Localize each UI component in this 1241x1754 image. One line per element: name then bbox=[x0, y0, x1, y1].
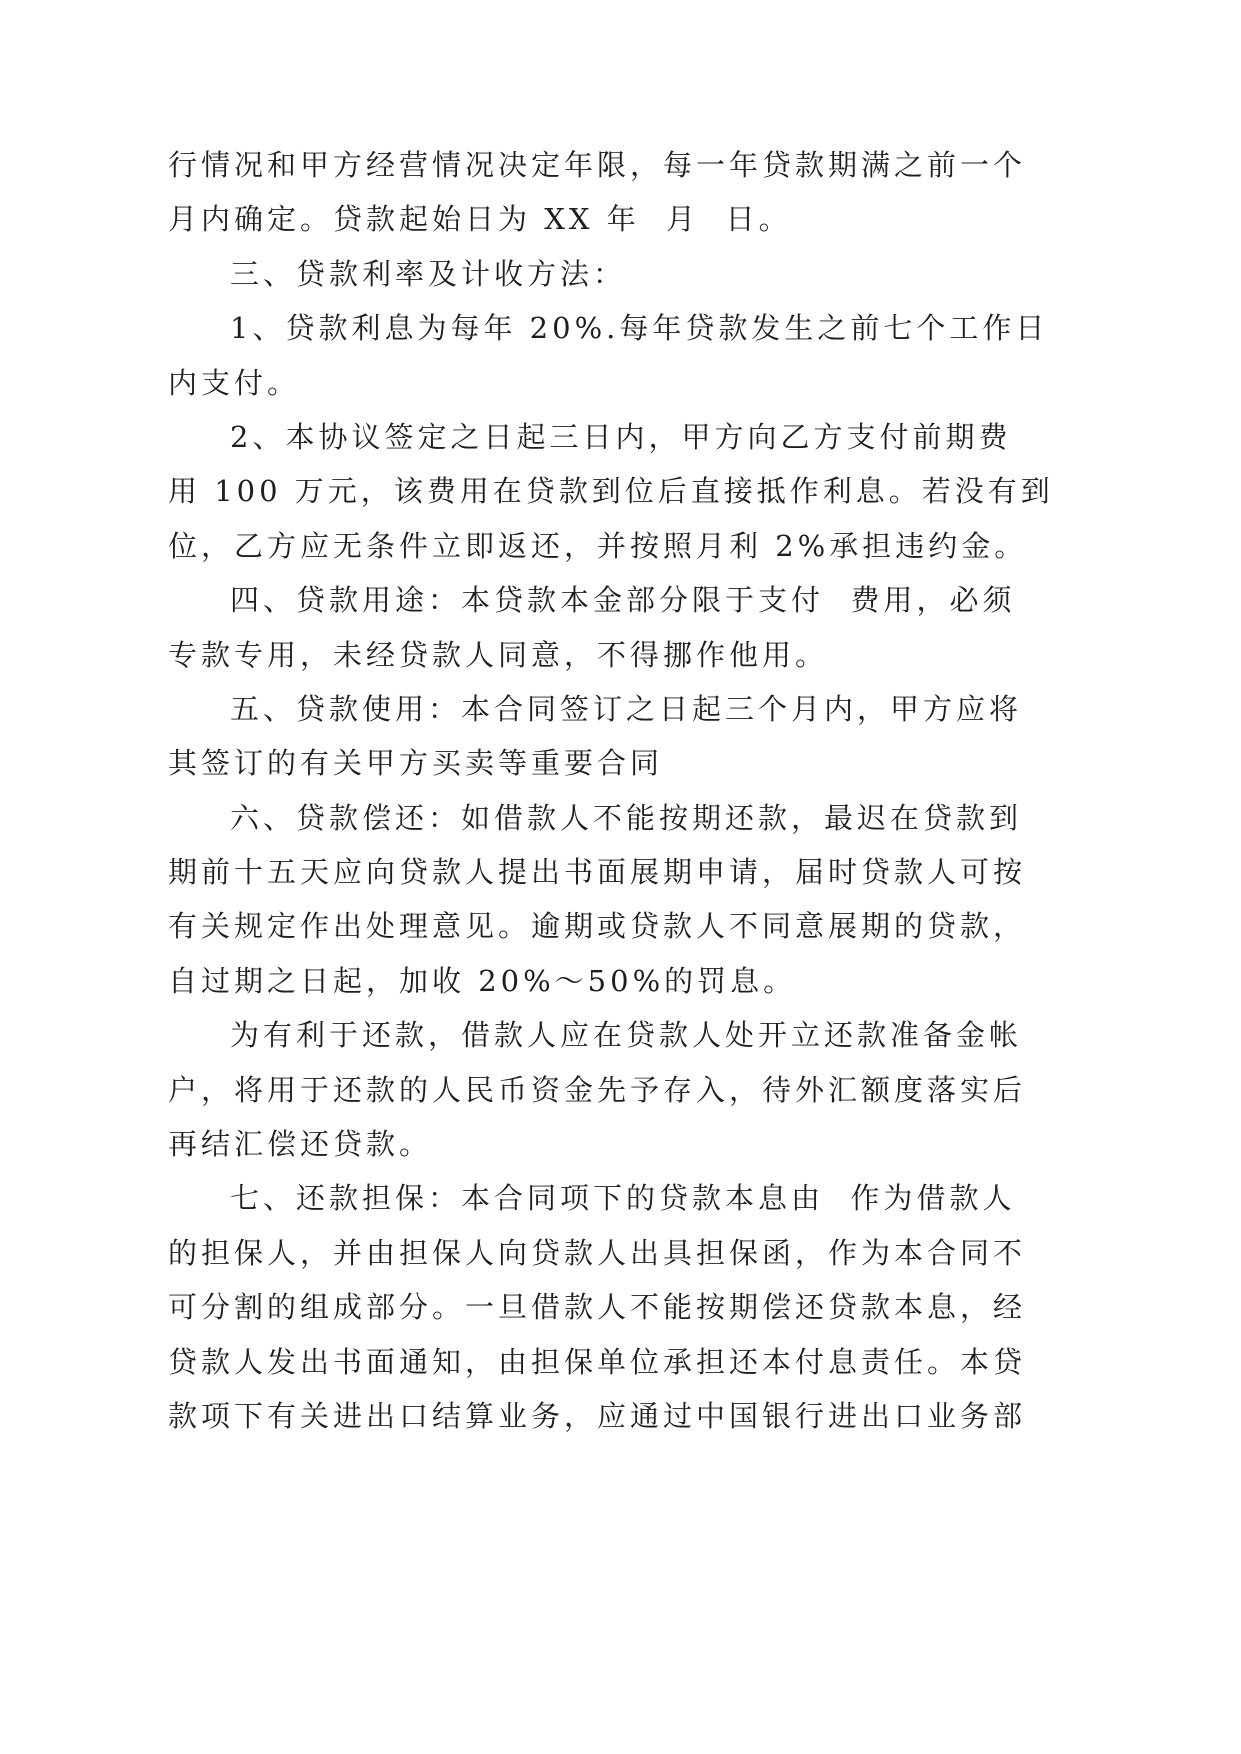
section-heading-6: 六、贷款偿还：如借款人不能按期还款，最迟在贷款到 bbox=[230, 800, 1023, 835]
text-line: 自过期之日起，加收 20%～50%的罚息。 bbox=[168, 963, 797, 998]
text-line: 1、贷款利息为每年 20%.每年贷款发生之前七个工作日 bbox=[230, 311, 1049, 346]
text-line: 内支付。 bbox=[168, 365, 301, 400]
text-line: 期前十五天应向贷款人提出书面展期申请，届时贷款人可按 bbox=[168, 855, 1027, 890]
text-line: 再结汇偿还贷款。 bbox=[168, 1127, 433, 1162]
text-line: 可分割的组成部分。一旦借款人不能按期偿还贷款本息，经 bbox=[168, 1290, 1027, 1325]
text-line: 2、本协议签定之日起三日内，甲方向乙方支付前期费 bbox=[230, 419, 1012, 454]
text-line: 用 100 万元，该费用在贷款到位后直接抵作利息。若没有到 bbox=[168, 474, 1054, 509]
section-heading-4: 四、贷款用途：本贷款本金部分限于支付 费用，必须 bbox=[230, 583, 1016, 618]
text-line: 专款专用，未经贷款人同意，不得挪作他用。 bbox=[168, 637, 829, 672]
section-heading-7: 七、还款担保：本合同项下的贷款本息由 作为借款人 bbox=[230, 1181, 1016, 1216]
text-line: 其签订的有关甲方买卖等重要合同 bbox=[168, 746, 664, 781]
text-line: 有关规定作出处理意见。逾期或贷款人不同意展期的贷款， bbox=[168, 909, 1027, 944]
text-line: 位，乙方应无条件立即返还，并按照月利 2%承担违约金。 bbox=[168, 528, 1028, 563]
text-line: 户，将用于还款的人民币资金先予存入，待外汇额度落实后 bbox=[168, 1072, 1027, 1107]
document-body bbox=[168, 138, 1054, 1443]
section-heading-3: 三、贷款利率及计收方法： bbox=[230, 256, 627, 291]
text-line: 为有利于还款，借款人应在贷款人处开立还款准备金帐 bbox=[230, 1018, 1023, 1053]
text-line: 行情况和甲方经营情况决定年限，每一年贷款期满之前一个 bbox=[168, 148, 1027, 182]
text-line: 款项下有关进出口结算业务，应通过中国银行进出口业务部 bbox=[168, 1398, 1027, 1433]
section-heading-5: 五、贷款使用：本合同签订之日起三个月内，甲方应将 bbox=[230, 691, 1023, 726]
text-line: 贷款人发出书面通知，由担保单位承担还本付息责任。本贷 bbox=[168, 1344, 1027, 1379]
text-line: 的担保人，并由担保人向贷款人出具担保函，作为本合同不 bbox=[168, 1235, 1027, 1270]
text-line: 月内确定。贷款起始日为 XX 年 月 日。 bbox=[168, 202, 792, 237]
